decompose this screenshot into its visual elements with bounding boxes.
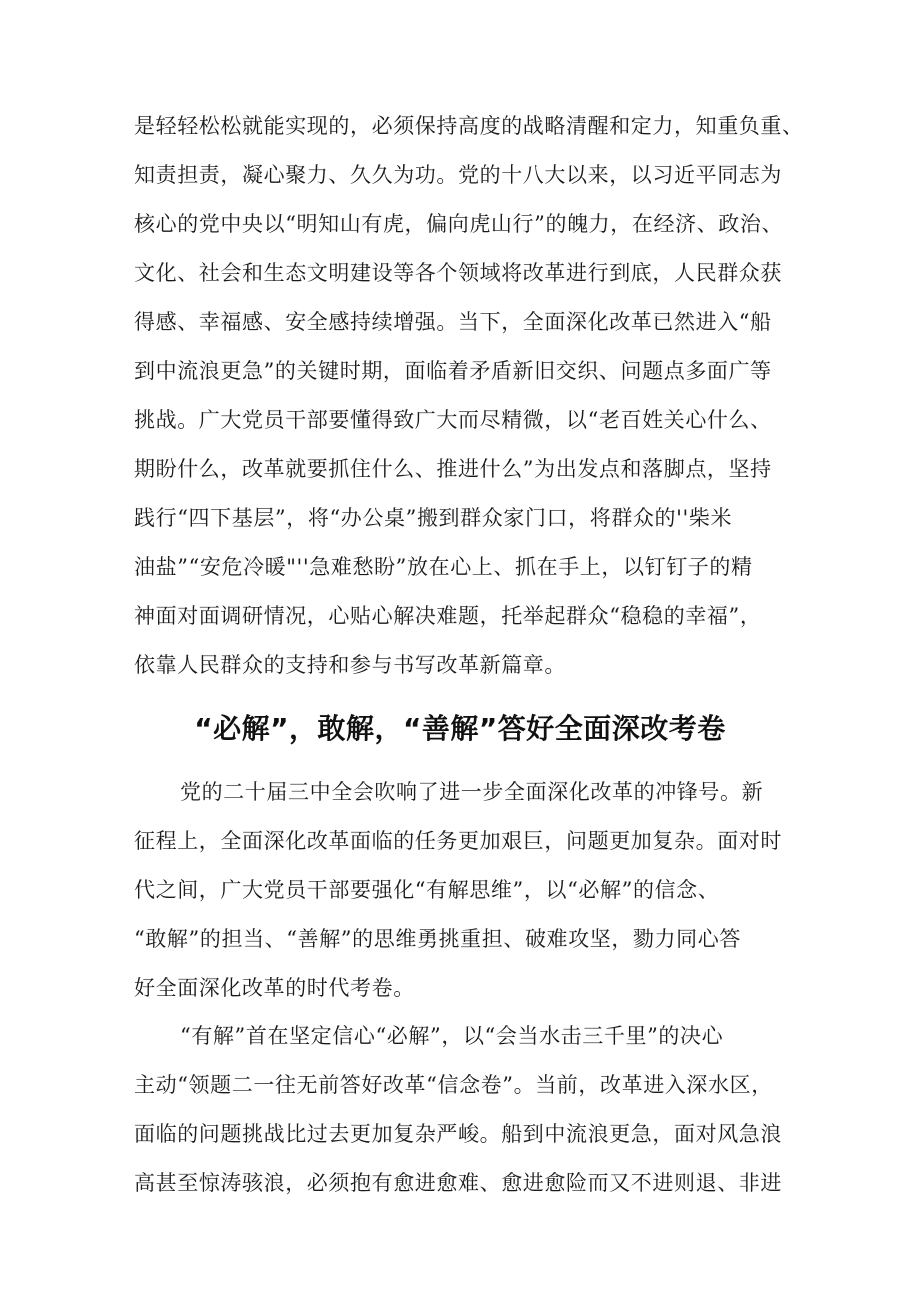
paragraph-3-line: 高甚至惊涛骇浪，必须抱有愈进愈难、愈进愈险而又不进则退、非进 — [134, 1171, 782, 1195]
paragraph-2-line: 好全面深化改革的时代考卷。 — [134, 976, 415, 1000]
paragraph-1-line: 文化、社会和生态文明建设等各个领域将改革进行到底，人民群众获 — [134, 261, 782, 285]
paragraph-2-line: 党的二十届三中全会吹响了进一步全面深化改革的冲锋号。新 — [180, 780, 764, 804]
paragraph-3-line: 主动“领题二一往无前答好改革“信念卷”。当前，改革进入深水区， — [134, 1073, 773, 1097]
paragraph-2-line: “敢解”的担当、“善解”的思维勇挑重担、破难攻坚，勠力同心答 — [134, 927, 741, 951]
paragraph-1-line: 期盼什么，改革就要抓住什么、推进什么”为出发点和落脚点，坚持 — [134, 457, 772, 481]
paragraph-1-line: 挑战。广大党员干部要懂得致广大而尽精微，以“老百姓关心什么、 — [134, 408, 772, 432]
paragraph-2-line: 征程上，全面深化改革面临的任务更加艰巨，问题更加复杂。面对时 — [134, 829, 782, 853]
paragraph-1-line: 到中流浪更急”的关键时期，面临着矛盾新旧交织、问题点多面广等 — [134, 359, 772, 383]
paragraph-1-line: 依靠人民群众的支持和参与书写改革新篇章。 — [134, 653, 566, 677]
paragraph-3-line: 面临的问题挑战比过去更加复杂严峻。船到中流浪更急，面对风急浪 — [134, 1122, 782, 1146]
section-heading: “必解”，敢解，“善解”答好全面深改考卷 — [194, 712, 726, 745]
paragraph-1-line: 践行“四下基层”，将“办公桌”搬到群众家门口，将群众的''柴米 — [134, 506, 733, 530]
paragraph-1-line: 油盐”“安危冷暖"''急难愁盼”放在心上、抓在手上，以钉钉子的精 — [134, 555, 753, 579]
paragraph-1-line: 是轻轻松松就能实现的，必须保持高度的战略清醒和定力，知重负重、 — [134, 114, 804, 138]
paragraph-1-line: 核心的党中央以“明知山有虎，偏向虎山行”的魄力，在经济、政治、 — [134, 212, 784, 236]
paragraph-2-line: 代之间，广大党员干部要强化“有解思维”，以“必解”的信念、 — [134, 878, 720, 902]
paragraph-3-line: “有解”首在坚定信心“必解”，以“会当水击三千里”的决心 — [180, 1024, 724, 1048]
paragraph-1-line: 得感、幸福感、安全感持续增强。当下，全面深化改革已然进入“船 — [134, 310, 772, 334]
paragraph-1-line: 知责担责，凝心聚力、久久为功。党的十八大以来，以习近平同志为 — [134, 163, 782, 187]
paragraph-1-line: 神面对面调研情况，心贴心解决难题，托举起群众“稳稳的幸福”， — [134, 604, 762, 628]
